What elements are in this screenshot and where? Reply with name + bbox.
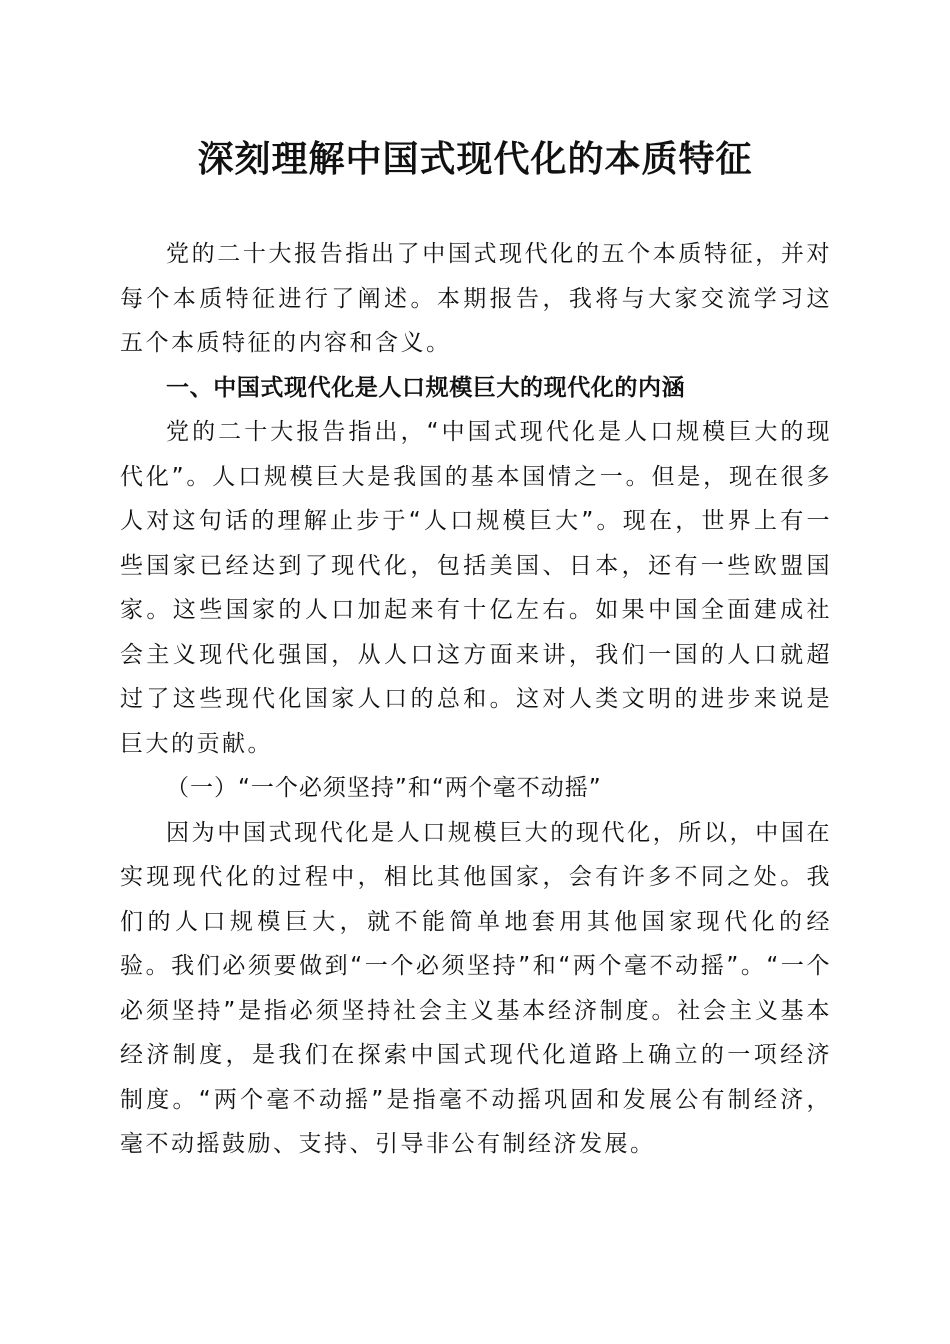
document-body <box>120 232 832 1167</box>
intro-paragraph: 党的二十大报告指出了中国式现代化的五个本质特征，并对每个本质特征进行了阐述。本期报告，我将与大家交流学习这五个本质特征的内容和含义。 <box>120 241 832 356</box>
section-1-paragraph: 党的二十大报告指出，“中国式现代化是人口规模巨大的现代化”。人口规模巨大是我国的基本国情之一。但是，现在很多人对这句话的理解止步于“人口规模巨大”。现在，世界上有一些国家已经达到了现代化，包括美国、日本，还有一些欧盟国家。这些国家的人口加起来有十亿左右。如果中国全面建成社会主义现代化强国，从人口这方面来讲，我们一国的人口就超过了这些现代化国家人口的总和。这对人类文明的进步来说是巨大的贡献。 <box>120 419 832 757</box>
subsection-1-paragraph: 因为中国式现代化是人口规模巨大的现代化，所以，中国在实现现代化的过程中，相比其他国家，会有许多不同之处。我们的人口规模巨大，就不能简单地套用其他国家现代化的经验。我们必须要做到“一个必须坚持”和“两个毫不动摇”。“一个必须坚持”是指必须坚持社会主义基本经济制度。社会主义基本经济制度，是我们在探索中国式现代化道路上确立的一项经济制度。“两个毫不动摇”是指毫不动摇巩固和发展公有制经济，毫不动摇鼓励、支持、引导非公有制经济发展。 <box>120 819 832 1157</box>
subsection-1-heading: （一）“一个必须坚持”和“两个毫不动摇” <box>166 775 602 801</box>
section-1-heading: 一、中国式现代化是人口规模巨大的现代化的内涵 <box>166 374 686 401</box>
document-title: 深刻理解中国式现代化的本质特征 <box>197 138 753 180</box>
